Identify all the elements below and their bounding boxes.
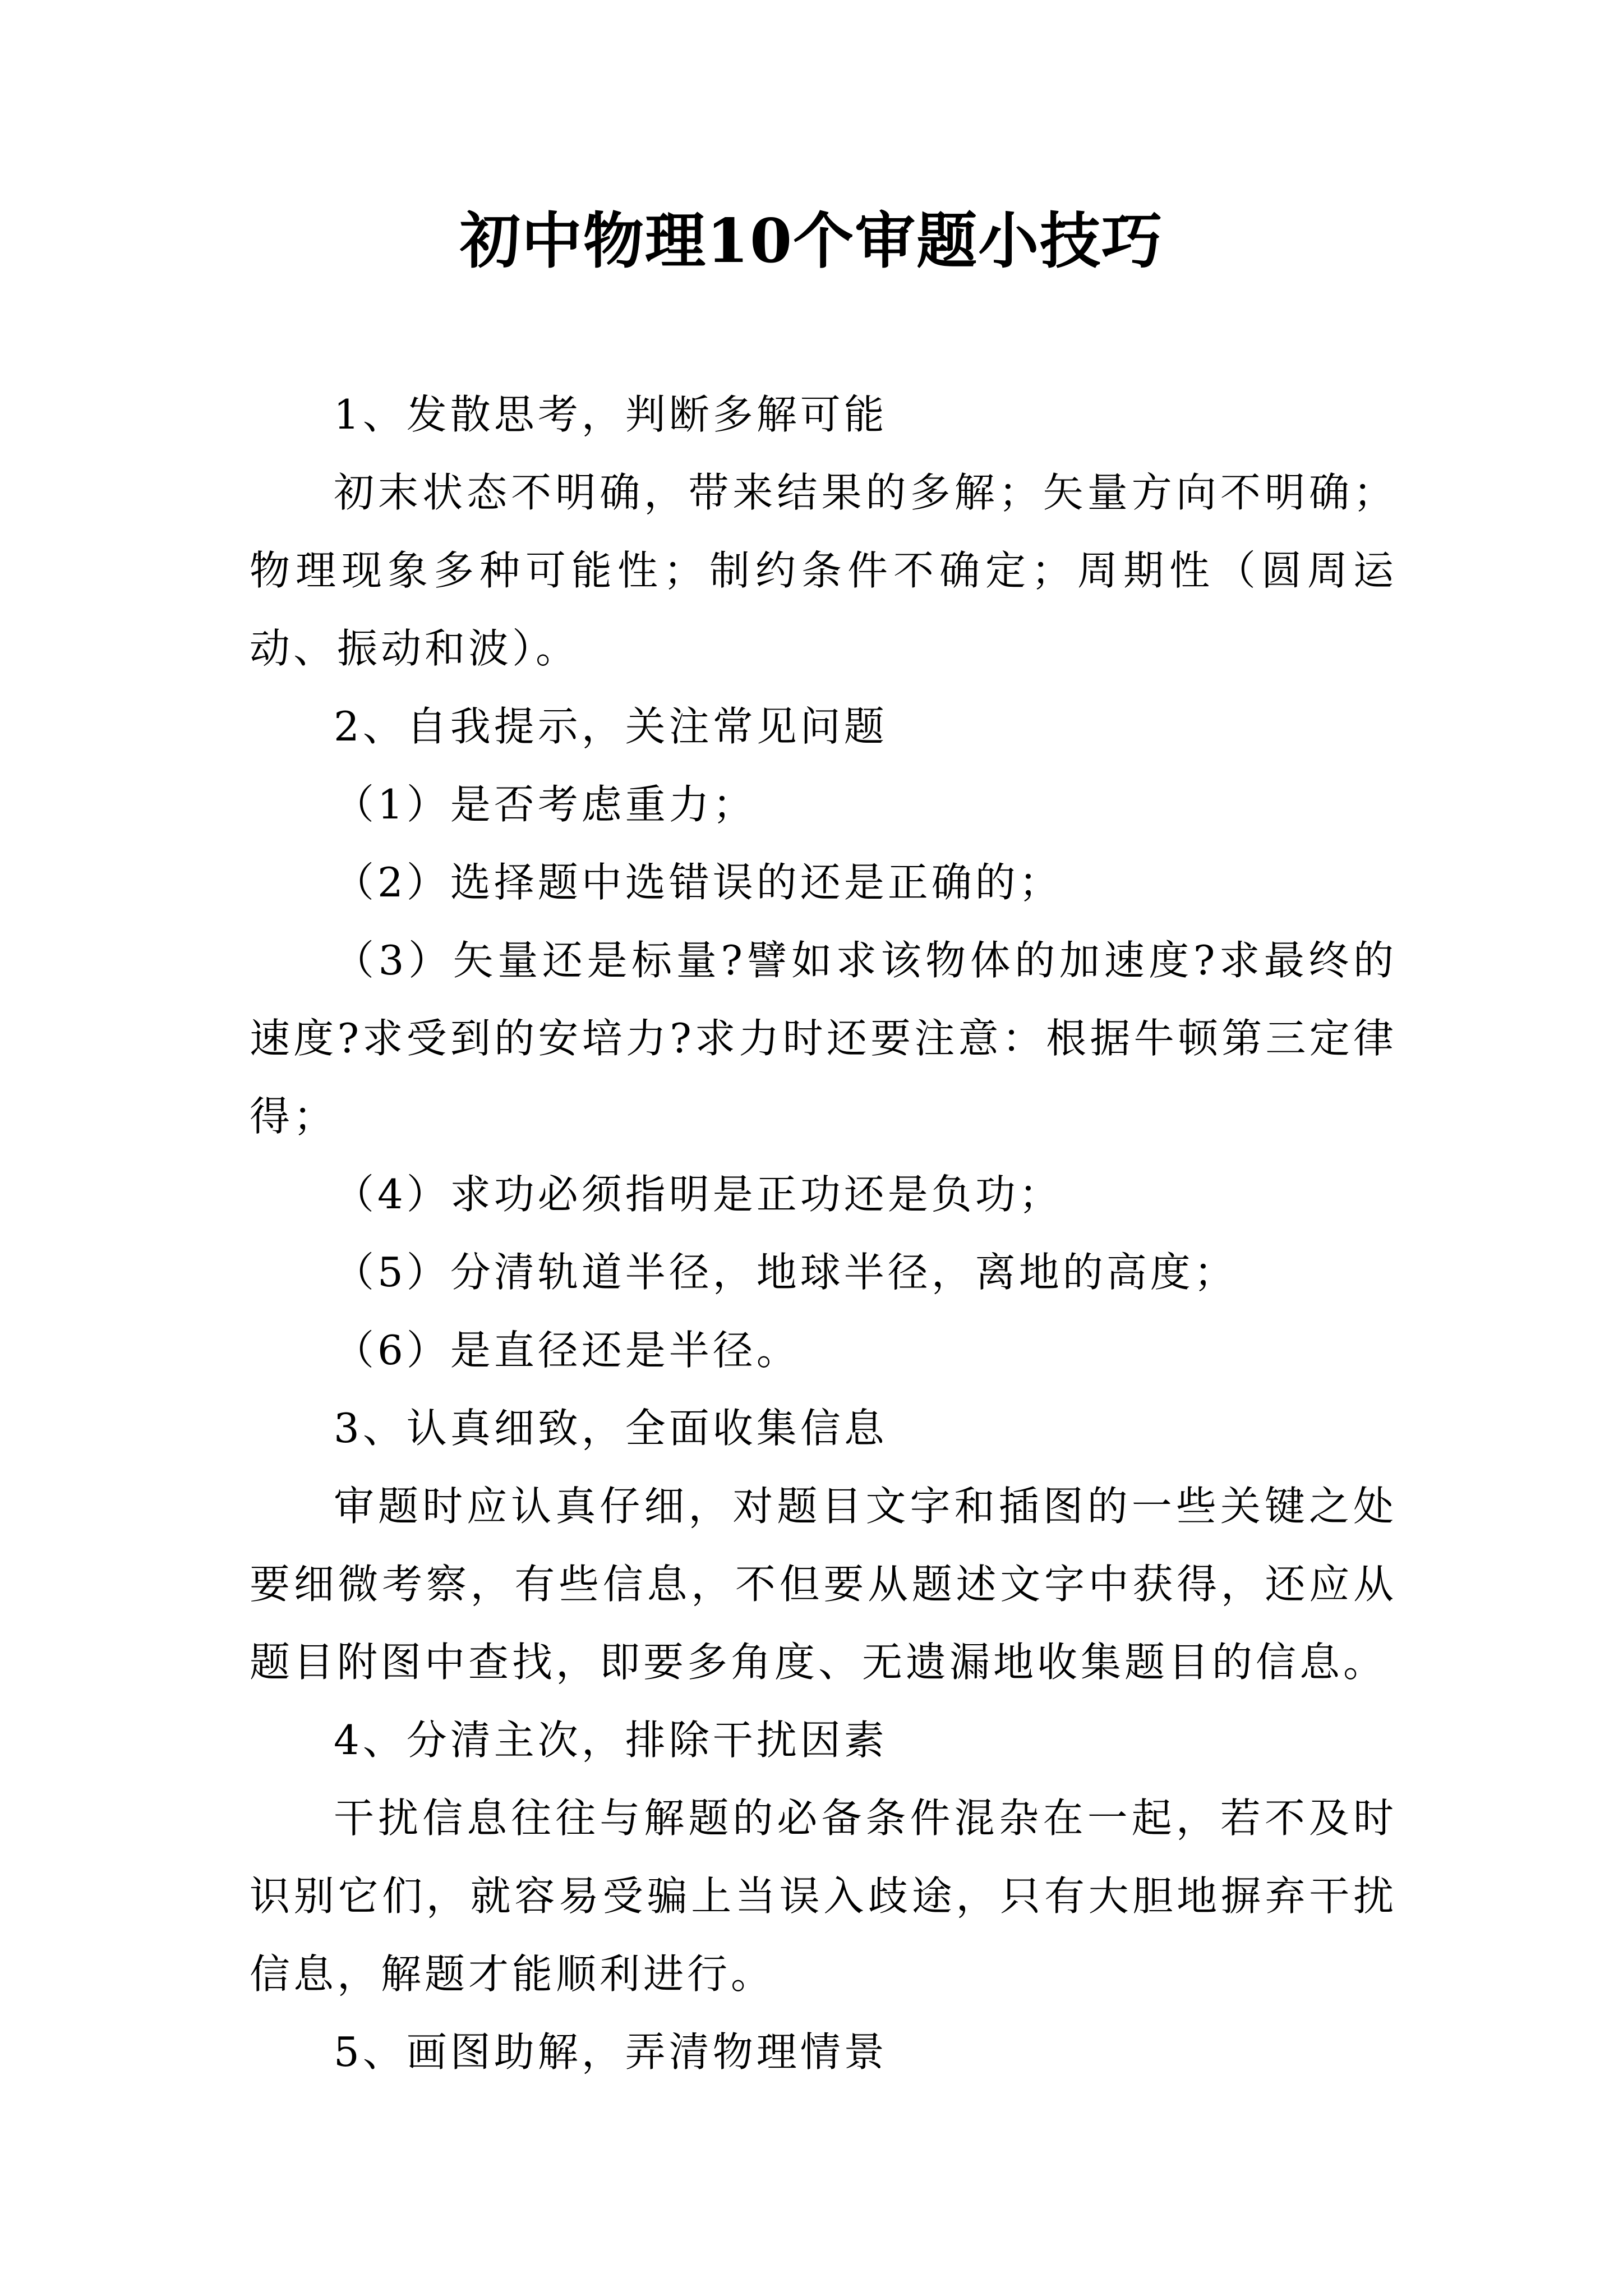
list-item-1: （1）是否考虑重力； [334, 781, 757, 828]
list-item-5: （5）分清轨道半径，地球半径，离地的高度； [334, 1249, 1238, 1296]
section-heading-1: 1、发散思考，判断多解可能 [334, 391, 888, 438]
section-heading-4: 4、分清主次，排除干扰因素 [334, 1717, 888, 1764]
section-heading-3: 3、认真细致，全面收集信息 [334, 1405, 888, 1452]
section-heading-2: 2、自我提示，关注常见问题 [334, 703, 888, 750]
section-heading-5: 5、画图助解，弄清物理情景 [334, 2028, 888, 2076]
paragraph-3: 审题时应认真仔细，对题目文字和插图的一些关键之处要细微考察，有些信息，不但要从题述文字中获得，还应从题目附图中查找，即要多角度、无遗漏地收集题目的信息。 [250, 1483, 1397, 1686]
list-item-4: （4）求功必须指明是正功还是负功； [334, 1171, 1063, 1218]
list-item-6: （6）是直径还是半径。 [334, 1327, 800, 1374]
document-body [250, 376, 1397, 2091]
paragraph-4: 干扰信息往往与解题的必备条件混杂在一起，若不及时识别它们，就容易受骗上当误入歧途，只有大胆地摒弃干扰信息，解题才能顺利进行。 [250, 1795, 1397, 1998]
list-item-2: （2）选择题中选错误的还是正确的； [334, 859, 1063, 906]
list-item-3: （3）矢量还是标量?譬如求该物体的加速度?求最终的速度?求受到的安培力?求力时还要注意：根据牛顿第三定律得； [250, 937, 1397, 1140]
paragraph-1: 初末状态不明确，带来结果的多解；矢量方向不明确；物理现象多种可能性；制约条件不确定；周期性（圆周运动、振动和波）。 [250, 469, 1397, 672]
document-title: 初中物理10个审题小技巧 [459, 206, 1164, 277]
